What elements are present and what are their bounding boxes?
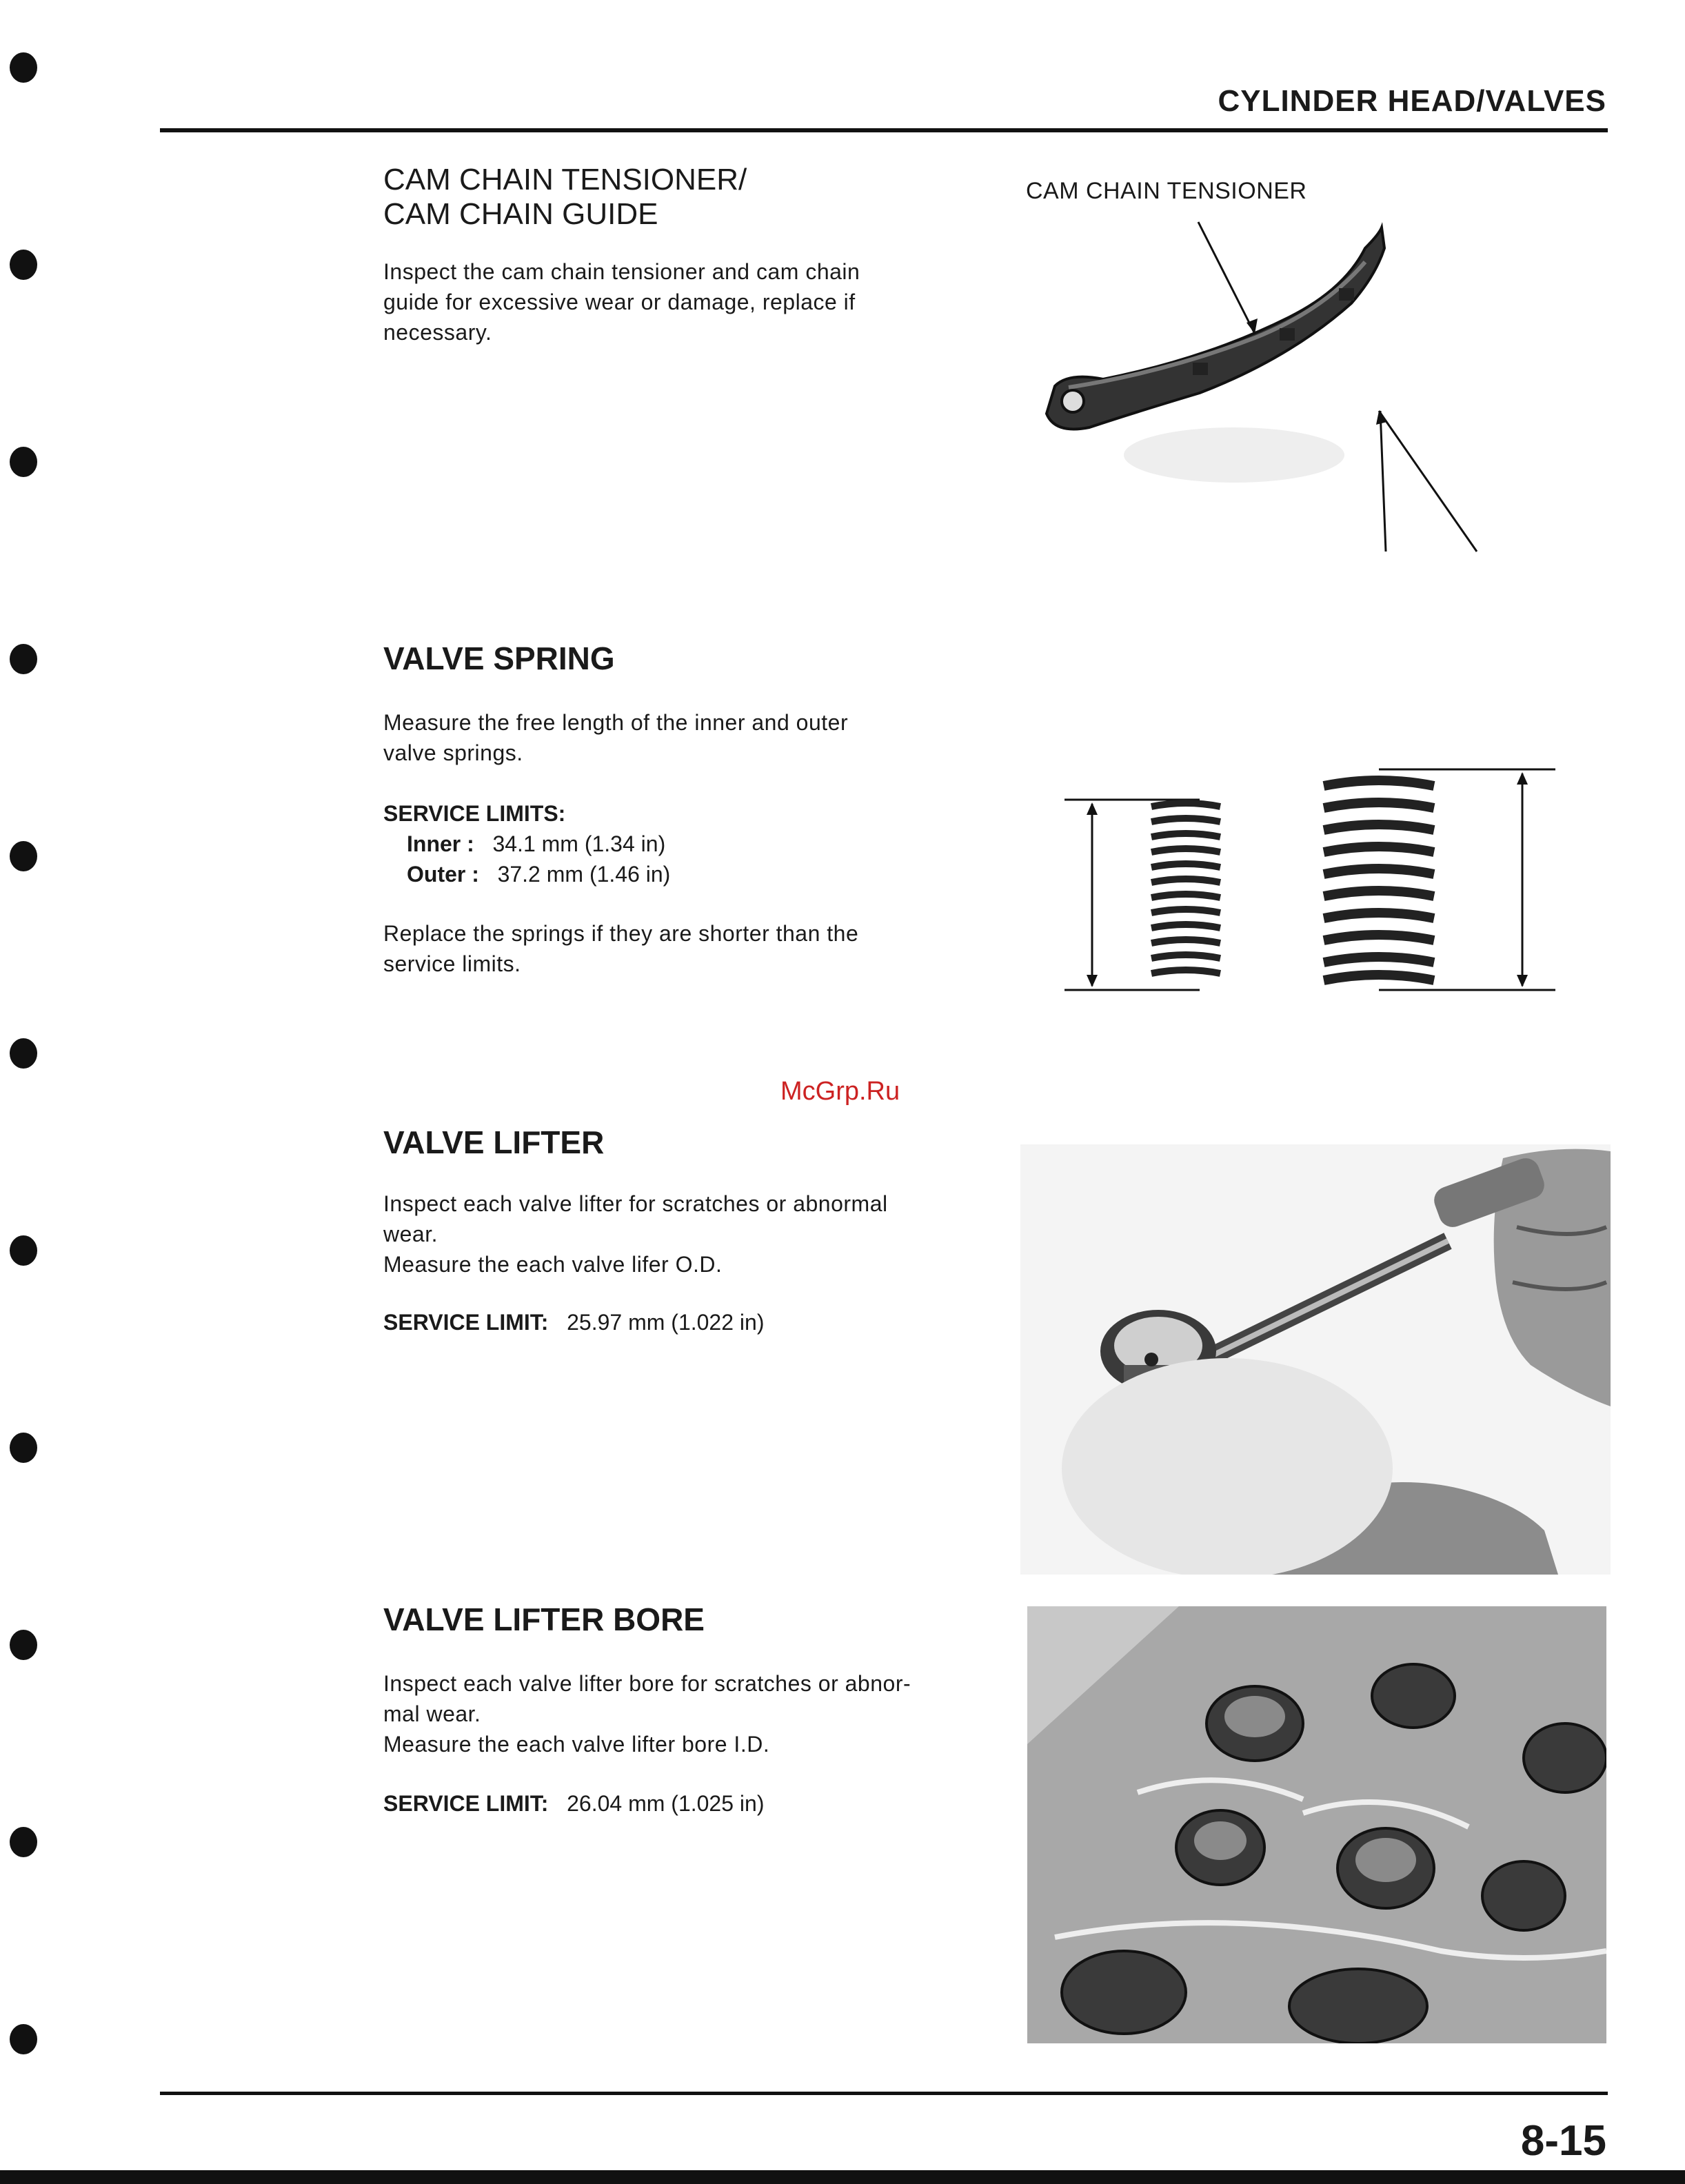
valve-spring-replace-note (383, 918, 989, 979)
page-bottom-edge (0, 2170, 1685, 2184)
body-line: wear. (383, 1222, 438, 1246)
body-line: mal wear. (383, 1701, 481, 1726)
binder-hole (10, 2024, 37, 2054)
section-title-cam-chain (383, 163, 747, 232)
page-header-title: CYLINDER HEAD/VALVES (1218, 84, 1606, 118)
limit-label: SERVICE LIMIT: (383, 1310, 549, 1335)
body-line: Replace the springs if they are shorter than the (383, 921, 859, 946)
body-line: Measure the each valve lifer O.D. (383, 1252, 723, 1277)
section-title-valve-spring: VALVE SPRING (383, 640, 615, 676)
cam-chain-illustration (1027, 207, 1606, 593)
section-title-line: CAM CHAIN GUIDE (383, 197, 658, 231)
limit-label: Outer : (407, 862, 479, 887)
binder-hole (10, 644, 37, 674)
binder-hole (10, 447, 37, 477)
leader-line (1379, 411, 1477, 552)
cam-chain-description (383, 256, 989, 347)
arrowhead (1376, 411, 1387, 425)
body-line: Inspect each valve lifter for scratches or abnormal (383, 1191, 888, 1216)
body-line: necessary. (383, 320, 492, 345)
section-title-valve-lifter-bore: VALVE LIFTER BORE (383, 1601, 705, 1637)
section-title-line: CAM CHAIN TENSIONER/ (383, 163, 747, 196)
body-line: guide for excessive wear or damage, replace if (383, 290, 856, 314)
limit-value: 34.1 mm (1.34 in) (492, 831, 666, 856)
watermark: McGrp.Ru (780, 1077, 900, 1106)
arrowhead (1087, 975, 1098, 987)
limit-label: SERVICE LIMIT: (383, 1791, 549, 1816)
footer-rule (160, 2092, 1608, 2095)
body-line: valve springs. (383, 740, 523, 765)
valve-lifter-photo (1020, 1144, 1611, 1575)
binder-hole (10, 1630, 37, 1660)
binder-hole (10, 841, 37, 871)
binder-hole (10, 1433, 37, 1463)
body-line: service limits. (383, 951, 521, 976)
limit-row-inner (383, 829, 670, 859)
limit-value: 37.2 mm (1.46 in) (497, 862, 671, 887)
inner-spring (1151, 803, 1220, 973)
section-title-valve-lifter: VALVE LIFTER (383, 1124, 605, 1160)
limit-row-outer (383, 859, 670, 889)
valve-spring-description (383, 707, 989, 768)
limit-label: Inner : (407, 831, 474, 856)
binder-hole (10, 1038, 37, 1069)
limit-value: 26.04 mm (1.025 in) (567, 1791, 765, 1816)
body-line: Inspect the cam chain tensioner and cam chain (383, 259, 860, 284)
page-number: 8-15 (1520, 2117, 1606, 2165)
body-line: Inspect each valve lifter bore for scratches or abnor- (383, 1671, 911, 1696)
binder-hole (10, 1235, 37, 1266)
valve-lifter-bore-limit (383, 1788, 764, 1819)
leader-line (1380, 411, 1386, 552)
callout-cam-chain-tensioner: CAM CHAIN TENSIONER (1026, 178, 1307, 204)
binder-hole (10, 52, 37, 83)
service-limits-heading: SERVICE LIMITS: (383, 801, 566, 826)
limit-value: 25.97 mm (1.022 in) (567, 1310, 765, 1335)
binder-hole (10, 250, 37, 280)
valve-spring-illustration (1062, 765, 1558, 1000)
leader-line (1198, 222, 1255, 334)
cylinder-head-photo (1027, 1606, 1606, 2043)
arrowhead (1087, 802, 1098, 815)
valve-lifter-bore-description (383, 1668, 989, 1759)
header-rule (160, 128, 1608, 132)
outer-spring (1324, 780, 1434, 980)
body-line: Measure the each valve lifter bore I.D. (383, 1732, 770, 1757)
valve-spring-limits (383, 798, 670, 889)
valve-lifter-limit (383, 1307, 764, 1337)
body-line: Measure the free length of the inner and outer (383, 710, 849, 735)
binder-hole (10, 1827, 37, 1857)
valve-lifter-description (383, 1189, 989, 1280)
arrowhead (1517, 772, 1528, 785)
arrowhead (1517, 975, 1528, 987)
